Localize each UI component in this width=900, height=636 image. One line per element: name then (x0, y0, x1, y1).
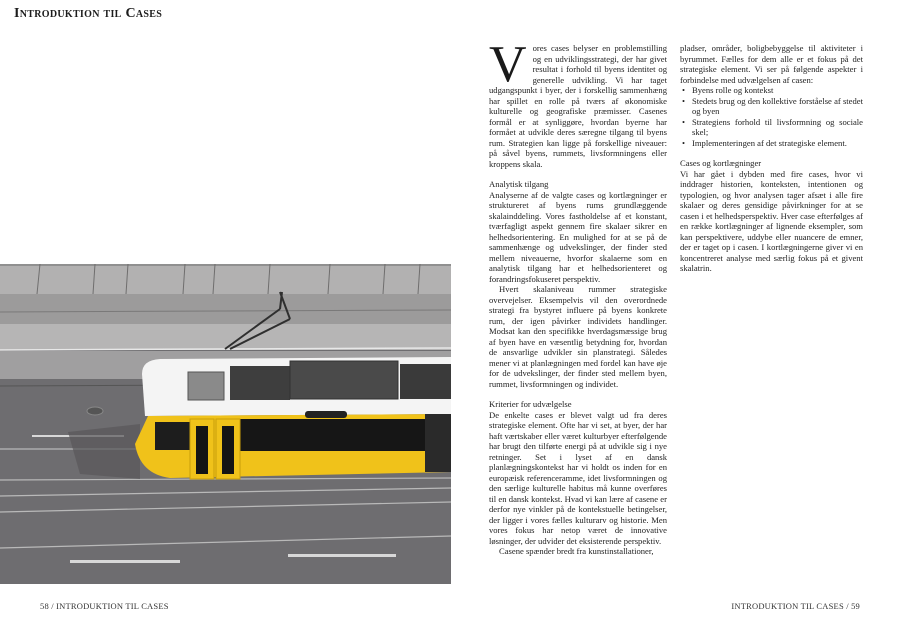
section-heading-cases-og-kortlaegninger: Cases og kortlægninger (680, 158, 762, 168)
bullet-icon: • (682, 116, 686, 127)
lane-marking (288, 554, 396, 557)
body-paragraph: De enkelte cases er blevet valgt ud fra deres strategiske element. Ofte har vi set, at byer, der har haft værtskaber eller været kulturbyer efterfølgende har brugt den tilførte energi på at udvikle sig i nye retninger. Set i lyset af en dansk planlægningskontekst har vi holdt os inden for en europæisk referenceramme, idet livsformningen og den særlige kulturelle habitus må kunne overføres til en dansk kontekst. Hvad vi kan lære af casene er derfor nye vinkler på de kontekstuelle betingelser, der ligger i vores fælles kulturarv og historie. Men vores fokus har netop været de innovative løsninger, der udvider det eksisterende perspektiv. (489, 409, 667, 546)
cobble-strip (0, 294, 451, 324)
tram-photo (0, 264, 451, 584)
running-head-title: Introduktion til Cases (14, 6, 163, 21)
list-item: • Strategiens forhold til livsformning og sociale skel; (682, 116, 863, 137)
list-item: • Implementeringen af det strategiske element. (682, 137, 847, 148)
manhole-cover (87, 407, 103, 415)
aspect-list (680, 85, 863, 148)
page-folio-right: INTRODUKTION TIL CASES / 59 (731, 601, 860, 611)
body-paragraph: Hvert skalaniveau rummer strategiske overvejelser. Eksempelvis vil den overordnede strategi fra bystyret influere på byens konkrete rum, der igen påvirker individets handlinger. Modsat kan den specifikke hverdagsmæssige brug af byen have en væsentlig betydning for, hvordan de ansvarlige udvikler sin planstrategi. Således mener vi at planlægningen med fordel kan have øje for de udvekslinger, der finder sted mellem byen, rummet, livsformningen og individet. (489, 284, 667, 389)
body-paragraph: Casene spænder bredt fra kunstinstallationer, (499, 546, 654, 556)
bullet-icon: • (682, 95, 686, 106)
tram (135, 357, 451, 479)
section-heading-analytisk-tilgang: Analytisk tilgang (489, 179, 549, 189)
lane-marking (70, 560, 180, 563)
body-paragraph-continued: pladser, områder, boligbebyggelse til aktiviteter i byrummet. Fælles for dem alle er et fokus på det strategiske element. Vi ser på følgende aspekter i forbindelse med udvælgelsen af casen: (680, 43, 863, 85)
body-paragraph: Analyserne af de valgte cases og kortlægninger er struktureret af byens rums grundlæggende skalainddeling. Vores fastholdelse af et konstant, tværfagligt aspekt gennem fire skalaer sikrer en helhedsorientering. En mulighed for at se på de sammenhænge og udvekslinger, der finder sted mellem niveauerne, hvorfor skalaerne som en analytisk tilgang har et helhedsorienteret og forandringsfokuseret perspektiv. (489, 189, 667, 284)
intro-paragraph: ores cases belyser en problemstilling og en udviklingsstrategi, der har givet resultat i forhold til byens identitet og generelle udvikling. Vi har taget udgangspunkt i byer, der i forskellig sammenhæng har spillet en rolle på tværs af økonomiske kulturelle og geografiske præmisser. Casenes formål er at synliggøre, hvordan byerne har formået at udvikle deres særegne tilgang til byens rum. Strategien kan ligge på forskellige niveauer: på såvel byens, rummets, livsformningens eller kroppens skala. (489, 43, 667, 169)
bullet-icon: • (682, 85, 686, 95)
section-heading-kriterier: Kriterier for udvælgelse (489, 399, 572, 409)
drop-cap: V (489, 36, 527, 93)
body-paragraph: Vi har gået i dybden med fire cases, hvor vi inddrager historien, konteksten, intentionen og typologien, og hvor analysen tager afsæt i alle fire skalaer og deres gensidige påvirkninger for at se casen i et helhedsperspektiv. Hver case efterfølges af en række kortlægninger af lignende eksempler, som kan perspektivere, uddybe eller nuancere de emner, der er taget op i casen. I kortlægningerne giver vi en koncentreret analyse med særlig fokus på et givent skalatrin. (680, 168, 863, 273)
tram-photo-illustration (0, 264, 451, 584)
text-column-left (489, 36, 667, 557)
text-column-right (680, 43, 863, 274)
list-item: • Stedets brug og den kollektive forståelse af stedet og byen (682, 95, 863, 116)
list-item: • Byens rolle og kontekst (682, 85, 774, 95)
bullet-icon: • (682, 137, 686, 148)
curb-pavers (0, 324, 451, 350)
page-folio-left: 58 / INTRODUKTION TIL CASES (40, 601, 169, 611)
